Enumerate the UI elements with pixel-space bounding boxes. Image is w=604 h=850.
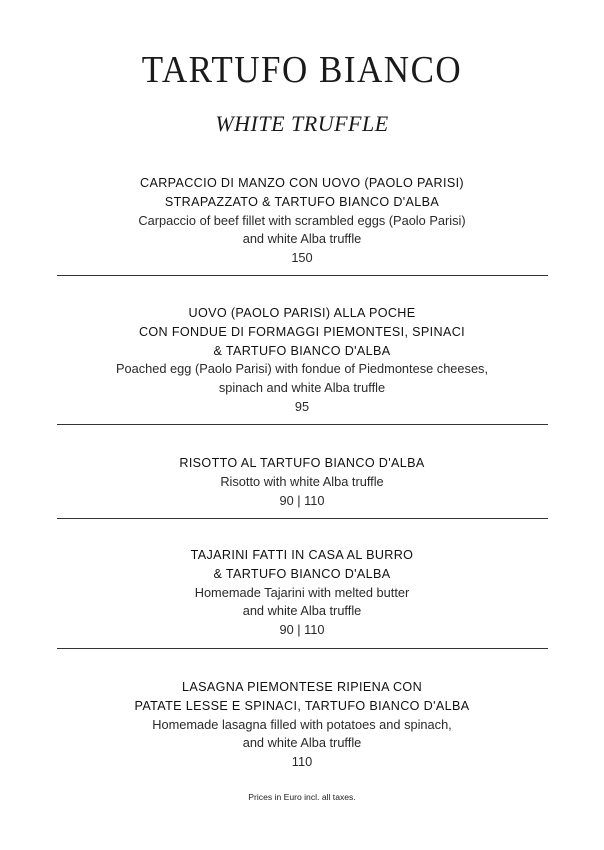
item-name-line: LASAGNA PIEMONTESE RIPIENA CON (181, 680, 423, 694)
item-description-line: Risotto with white Alba truffle (220, 473, 384, 489)
item-price: 150 (291, 250, 313, 266)
menu-item-lasagna (0, 678, 604, 772)
item-name-line: STRAPAZZATO & TARTUFO BIANCO D'ALBA (164, 194, 440, 209)
item-name-line: TAJARINI FATTI IN CASA AL BURRO (190, 548, 414, 562)
item-description-line: spinach and white Alba truffle (218, 380, 386, 396)
item-name-line: RISOTTO AL TARTUFO BIANCO D'ALBA (179, 456, 425, 470)
item-description-line: and white Alba truffle (242, 603, 362, 619)
item-name-line: & TARTUFO BIANCO D'ALBA (213, 566, 391, 581)
item-name-line: PATATE LESSE E SPINACI, TARTUFO BIANCO D'ALBA (134, 698, 470, 713)
menu-title: TARTUFO BIANCO (141, 48, 463, 91)
menu-item-carpaccio (0, 174, 604, 268)
section-divider (57, 424, 548, 425)
section-divider (57, 648, 548, 649)
menu-item-tajarini (0, 546, 604, 640)
item-price: 90 | 110 (279, 622, 325, 638)
menu-item-risotto (0, 454, 604, 510)
item-description-line: Homemade lasagna filled with potatoes and spinach, (152, 716, 452, 732)
menu-item-uovo (0, 304, 604, 417)
item-description-line: Homemade Tajarini with melted butter (194, 584, 410, 600)
menu-subtitle: WHITE TRUFFLE (215, 111, 389, 136)
item-name-line: UOVO (PAOLO PARISI) ALLA POCHE (188, 306, 416, 320)
price-note: Prices in Euro incl. all taxes. (248, 792, 356, 802)
item-description-line: and white Alba truffle (242, 735, 362, 751)
item-price: 110 (291, 754, 313, 770)
item-description-line: Carpaccio of beef fillet with scrambled eggs (Paolo Parisi) (138, 212, 466, 228)
item-name-line: CON FONDUE DI FORMAGGI PIEMONTESI, SPINACI (138, 324, 466, 339)
item-price: 90 | 110 (279, 492, 325, 508)
item-description-line: and white Alba truffle (242, 231, 362, 247)
item-name-line: & TARTUFO BIANCO D'ALBA (213, 343, 391, 358)
item-name-line: CARPACCIO DI MANZO CON UOVO (PAOLO PARISI) (140, 176, 464, 190)
item-price: 95 (294, 398, 310, 414)
section-divider (57, 518, 548, 519)
item-description-line: Poached egg (Paolo Parisi) with fondue of Piedmontese cheeses, (115, 361, 489, 377)
section-divider (57, 275, 548, 276)
